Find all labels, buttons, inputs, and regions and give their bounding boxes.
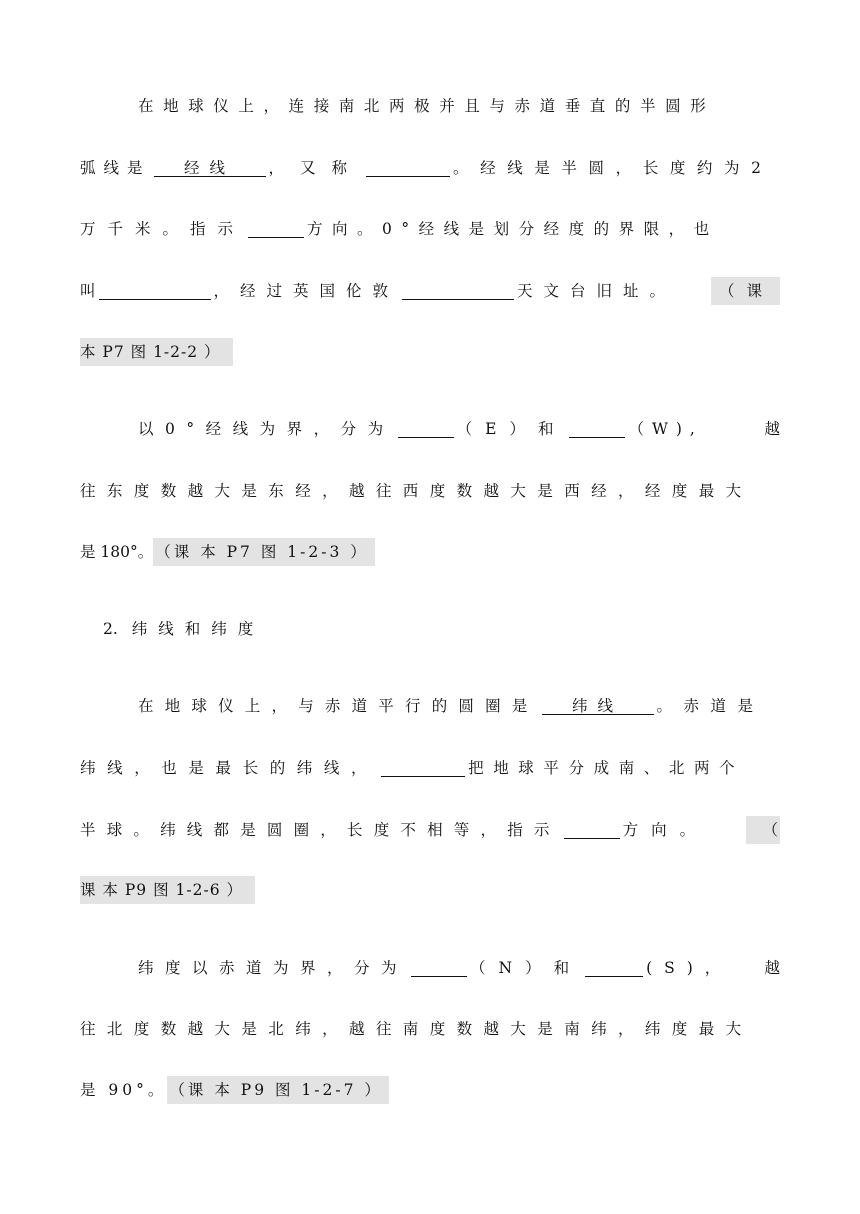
text: 。经线是半圆，长度约为2 bbox=[453, 159, 773, 177]
text: 在地球仪上，连接南北两极并且与赤道垂直的半圆形 bbox=[138, 97, 716, 115]
text: 纬度以赤道为界，分为 bbox=[138, 959, 409, 977]
text: 方向。0°经线是划分经度的界限，也 bbox=[307, 220, 719, 238]
text: ，又称 bbox=[268, 159, 364, 177]
section-title: 纬线和纬度 bbox=[131, 620, 265, 638]
answer-blank-observatory bbox=[402, 283, 514, 300]
answer-text: 经线 bbox=[184, 158, 236, 177]
answer-blank-prime-meridian bbox=[99, 283, 211, 300]
answer-text: 纬线 bbox=[572, 696, 624, 715]
text: 。赤道是 bbox=[656, 697, 765, 715]
textbook-ref: （课 bbox=[711, 277, 780, 305]
latitude-line-3 bbox=[80, 1076, 780, 1104]
parallel-line-2 bbox=[80, 754, 780, 782]
textbook-ref: （课 本 P7 图 1-2-3 ） bbox=[153, 538, 375, 566]
text: (S)， bbox=[646, 959, 733, 977]
text: 半球。纬线都是圆圈，长度不相等，指示 bbox=[80, 821, 561, 839]
longitude-line-2 bbox=[80, 477, 780, 505]
meridian-line-1 bbox=[138, 92, 780, 120]
text: （E）和 bbox=[456, 420, 567, 438]
text: 万千米。指示 bbox=[80, 220, 246, 238]
meridian-line-2 bbox=[80, 154, 780, 182]
text: 方向。 bbox=[622, 821, 709, 839]
answer-blank-north bbox=[411, 960, 467, 977]
text: 弧线是 bbox=[80, 159, 151, 177]
textbook-ref: 课 本 P9 图 1-2-6 ） bbox=[80, 876, 255, 904]
textbook-ref: （课 本 P9 图 1-2-7 ） bbox=[167, 1076, 389, 1104]
text: 是 90°。 bbox=[80, 1081, 168, 1099]
answer-blank-meridian bbox=[154, 160, 266, 177]
longitude-line-3 bbox=[80, 538, 780, 566]
text: 纬线，也是最长的纬线， bbox=[80, 759, 379, 777]
text: 以0°经线为界，分为 bbox=[138, 420, 395, 438]
text: （N）和 bbox=[470, 959, 583, 977]
text: 叫 bbox=[80, 282, 96, 300]
text: 往东度数越大是东经，越往西度数越大是西经，经度最大 bbox=[80, 482, 753, 500]
text: 天文台旧址。 bbox=[517, 282, 677, 300]
answer-blank-direction-2 bbox=[564, 822, 620, 839]
answer-blank-direction bbox=[248, 221, 304, 238]
parallel-line-1 bbox=[138, 692, 780, 720]
answer-blank-alias bbox=[366, 160, 450, 177]
textbook-ref: 本 P7 图 1-2-2 ） bbox=[80, 338, 233, 366]
parallel-line-4 bbox=[80, 876, 780, 904]
answer-blank-parallel bbox=[542, 698, 654, 715]
meridian-line-5 bbox=[80, 338, 780, 366]
latitude-line-1 bbox=[138, 954, 780, 982]
section-heading bbox=[103, 615, 403, 643]
text: 越 bbox=[764, 420, 780, 438]
text: 越 bbox=[764, 959, 780, 977]
longitude-line-1 bbox=[138, 415, 780, 443]
answer-blank-equator bbox=[381, 760, 465, 777]
meridian-line-4 bbox=[80, 277, 780, 305]
parallel-line-3 bbox=[80, 816, 780, 844]
text: 往北度数越大是北纬，越往南度数越大是南纬，纬度最大 bbox=[80, 1020, 753, 1038]
section-number: 2. bbox=[103, 620, 118, 638]
answer-blank-south bbox=[585, 960, 643, 977]
answer-blank-west bbox=[569, 421, 625, 438]
answer-blank-east bbox=[398, 421, 454, 438]
text: 是 180°。 bbox=[80, 543, 154, 561]
textbook-ref: （ bbox=[746, 816, 780, 844]
meridian-line-3 bbox=[80, 215, 780, 243]
text: 把地球平分成南、北两个 bbox=[468, 759, 745, 777]
latitude-line-2 bbox=[80, 1015, 780, 1043]
text: （W), bbox=[628, 420, 703, 438]
text: 在地球仪上，与赤道平行的圆圈是 bbox=[138, 697, 539, 715]
text: ，经过英国伦敦 bbox=[213, 282, 400, 300]
